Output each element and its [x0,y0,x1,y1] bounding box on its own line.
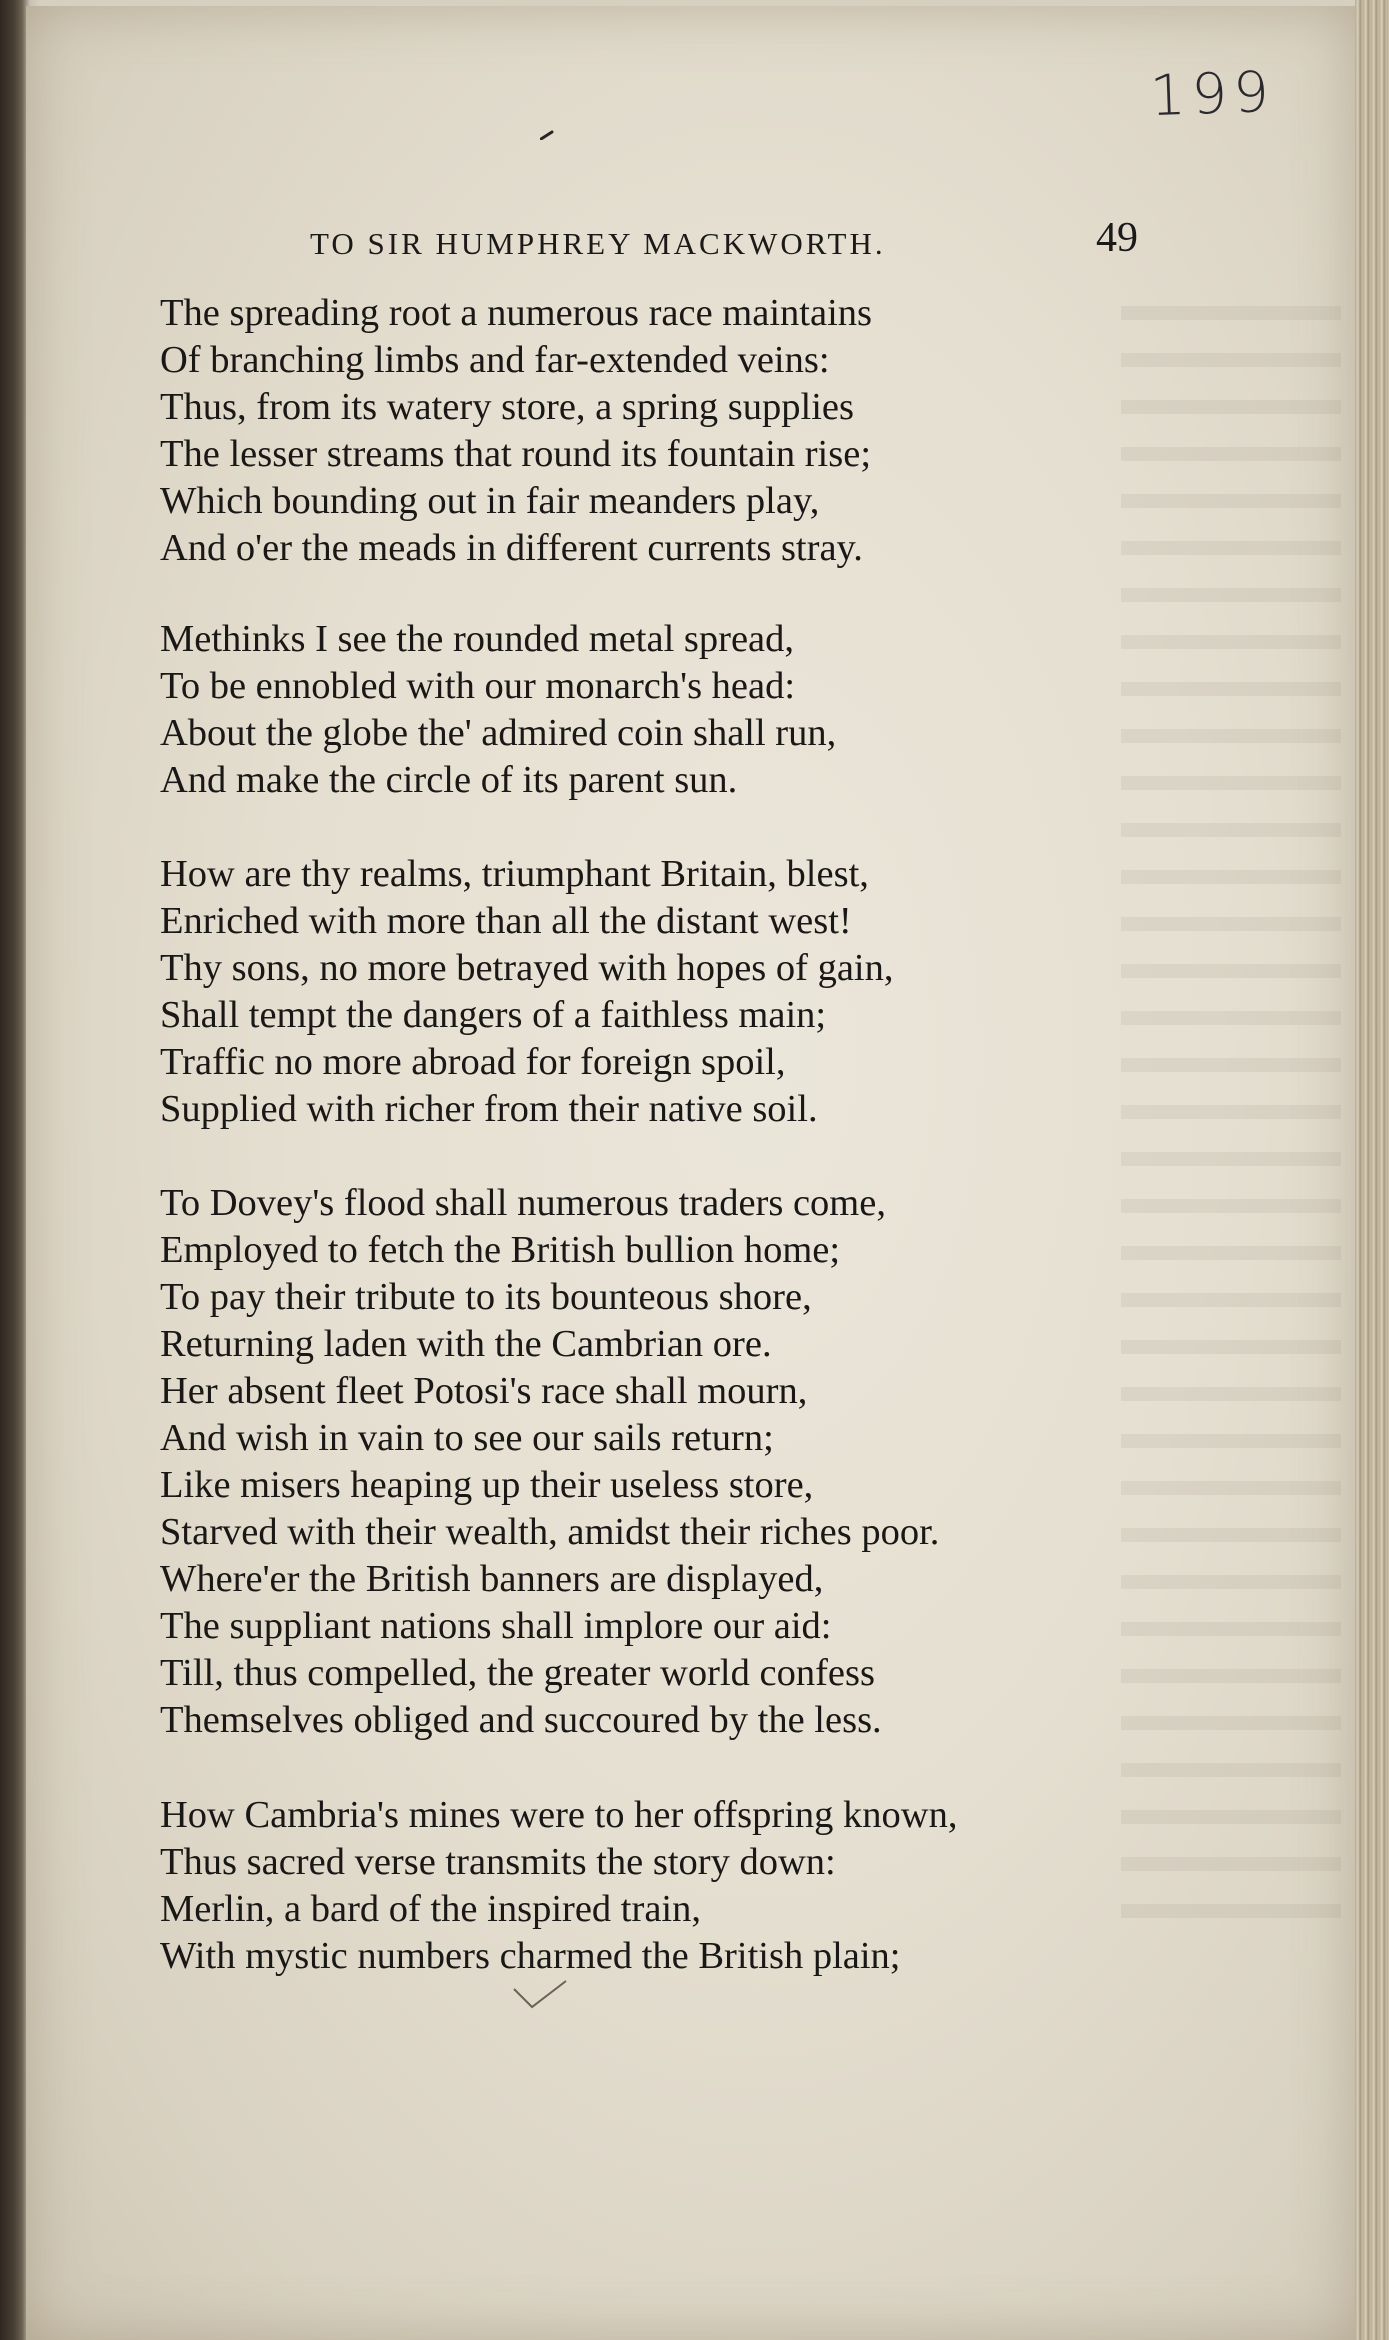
poem-line: Shall tempt the dangers of a faithless main; [160,994,827,1036]
stanza [160,1180,1210,1744]
pencil-tick-mark [510,1975,570,2015]
handwritten-folio-number: 199 [1148,59,1276,130]
poem-text [160,290,1210,2027]
poem-line: Thy sons, no more betrayed with hopes of gain, [160,947,894,989]
poem-line: And make the circle of its parent sun. [160,759,738,801]
poem-line: And wish in vain to see our sails return; [160,1417,774,1459]
stanza [160,851,1210,1133]
poem-line: To pay their tribute to its bounteous shore, [160,1276,812,1318]
poem-line: The suppliant nations shall implore our aid: [160,1605,832,1647]
poem-line: Merlin, a bard of the inspired train, [160,1888,701,1930]
poem-line: Traffic no more abroad for foreign spoil, [160,1041,786,1083]
poem-line: Starved with their wealth, amidst their riches poor. [160,1511,940,1553]
poem-line: Employed to fetch the British bullion home; [160,1229,841,1271]
running-head: TO SIR HUMPHREY MACKWORTH. [310,226,886,261]
poem-line: The lesser streams that round its fountain rise; [160,433,872,475]
poem-line: Thus, from its watery store, a spring supplies [160,386,854,428]
poem-line: Returning laden with the Cambrian ore. [160,1323,772,1365]
stanza [160,290,1210,572]
poem-line: To be ennobled with our monarch's head: [160,665,796,707]
poem-line: Till, thus compelled, the greater world confess [160,1652,875,1694]
poem-line: The spreading root a numerous race maintains [160,292,873,334]
poem-line: Thus sacred verse transmits the story down: [160,1841,836,1883]
page-number: 49 [1096,215,1138,261]
poem-line: Her absent fleet Potosi's race shall mourn, [160,1370,808,1412]
poem-line: With mystic numbers charmed the British plain; [160,1935,901,1977]
poem-line: How Cambria's mines were to her offspring known, [160,1794,958,1836]
poem-line: Themselves obliged and succoured by the less. [160,1699,882,1741]
poem-line: Enriched with more than all the distant west! [160,900,852,942]
poem-line: How are thy realms, triumphant Britain, blest, [160,853,869,895]
stanza [160,616,1210,804]
ink-mark [540,130,554,140]
poem-line: Methinks I see the rounded metal spread, [160,618,794,660]
poem-line: Where'er the British banners are displayed, [160,1558,824,1600]
poem-line: Which bounding out in fair meanders play, [160,480,820,522]
poem-line: Supplied with richer from their native soil. [160,1088,818,1130]
poem-line: Like misers heaping up their useless store, [160,1464,814,1506]
poem-line: And o'er the meads in different currents stray. [160,527,863,569]
page-edges [1355,0,1389,2340]
poem-line: To Dovey's flood shall numerous traders come, [160,1182,886,1224]
poem-line: Of branching limbs and far-extended veins: [160,339,830,381]
poem-line: About the globe the' admired coin shall run, [160,712,837,754]
stanza [160,1792,1210,1980]
